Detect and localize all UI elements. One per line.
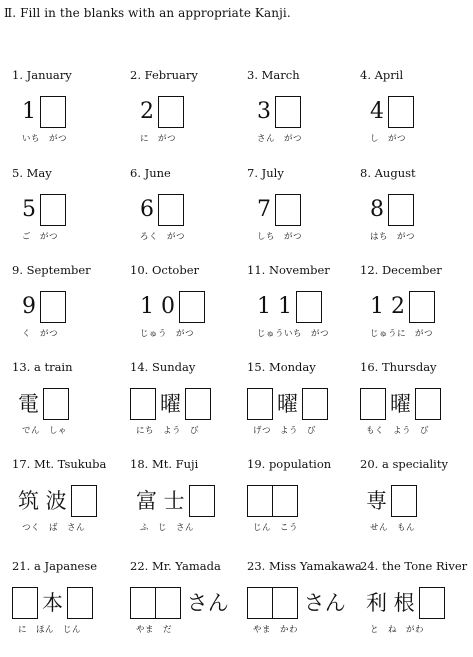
- furigana-reading: ろく がつ: [140, 232, 186, 242]
- answer-box[interactable]: [275, 96, 301, 128]
- answer-box[interactable]: [272, 587, 298, 619]
- answer-box[interactable]: [302, 388, 328, 420]
- given-suffix: さん: [303, 591, 346, 615]
- given-kanji: 曜: [160, 392, 181, 416]
- kanji-row: [247, 388, 328, 420]
- given-text: 筑 波: [18, 489, 67, 513]
- furigana-reading: でん しゃ: [22, 426, 68, 436]
- kanji-row: [130, 587, 229, 619]
- item-label: 14. Sunday: [130, 360, 196, 374]
- answer-box[interactable]: [158, 96, 184, 128]
- kanji-row: [247, 96, 301, 128]
- kanji-row: [12, 485, 97, 517]
- furigana-reading: やま だ: [136, 625, 173, 635]
- kanji-row: [130, 291, 205, 323]
- item-label: 8. August: [360, 166, 416, 180]
- instruction-heading: Ⅱ. Fill in the blanks with an appropriate Kanji.: [4, 6, 291, 20]
- answer-box[interactable]: [67, 587, 93, 619]
- given-text: 4: [370, 99, 384, 124]
- furigana-reading: く がつ: [22, 329, 59, 339]
- kanji-row: [12, 587, 93, 619]
- given-text: 3: [257, 99, 271, 124]
- answer-box[interactable]: [130, 587, 156, 619]
- furigana-reading: ふ じ さん: [140, 523, 195, 533]
- given-text: 2: [140, 99, 154, 124]
- exercise-item: [12, 360, 130, 455]
- answer-box[interactable]: [71, 485, 97, 517]
- answer-box[interactable]: [40, 96, 66, 128]
- furigana-reading: に がつ: [140, 134, 177, 144]
- item-label: 16. Thursday: [360, 360, 437, 374]
- answer-box[interactable]: [179, 291, 205, 323]
- item-label: 1. January: [12, 68, 72, 82]
- furigana-reading: つく ば さん: [22, 523, 86, 533]
- answer-box[interactable]: [391, 485, 417, 517]
- furigana-reading: さん がつ: [257, 134, 303, 144]
- kanji-row: [130, 388, 211, 420]
- furigana-reading: じゅう がつ: [140, 329, 195, 339]
- exercise-item: [360, 166, 473, 261]
- exercise-item: [130, 559, 248, 654]
- kanji-row: [130, 194, 184, 226]
- kanji-row: [360, 96, 414, 128]
- item-label: 3. March: [247, 68, 300, 82]
- exercise-item: [130, 263, 248, 358]
- given-text: 利 根: [366, 591, 415, 615]
- item-label: 10. October: [130, 263, 200, 277]
- kanji-row: [247, 587, 346, 619]
- kanji-row: [130, 96, 184, 128]
- answer-box[interactable]: [247, 388, 273, 420]
- answer-box[interactable]: [360, 388, 386, 420]
- given-text: 5: [22, 197, 36, 222]
- exercise-item: [12, 68, 130, 163]
- kanji-row: [12, 291, 66, 323]
- answer-box[interactable]: [40, 194, 66, 226]
- item-label: 24. the Tone River: [360, 559, 468, 573]
- furigana-reading: じん こう: [253, 523, 299, 533]
- item-label: 13. a train: [12, 360, 73, 374]
- answer-box[interactable]: [415, 388, 441, 420]
- item-label: 18. Mt. Fuji: [130, 457, 199, 471]
- answer-box[interactable]: [189, 485, 215, 517]
- answer-box[interactable]: [130, 388, 156, 420]
- exercise-item: [12, 559, 130, 654]
- exercise-item: [360, 68, 473, 163]
- exercise-item: [360, 360, 473, 455]
- furigana-reading: げつ よう び: [253, 426, 317, 436]
- furigana-reading: しち がつ: [257, 232, 303, 242]
- exercise-item: [12, 263, 130, 358]
- answer-box[interactable]: [275, 194, 301, 226]
- item-label: 23. Miss Yamakawa: [247, 559, 362, 573]
- furigana-reading: に ほん じん: [18, 625, 82, 635]
- item-label: 5. May: [12, 166, 52, 180]
- kanji-row: [12, 96, 66, 128]
- given-text: 電: [18, 392, 39, 416]
- furigana-reading: し がつ: [370, 134, 407, 144]
- item-label: 21. a Japanese: [12, 559, 98, 573]
- exercise-item: [130, 166, 248, 261]
- given-text: 8: [370, 197, 384, 222]
- furigana-reading: ご がつ: [22, 232, 59, 242]
- furigana-reading: じゅうに がつ: [370, 329, 434, 339]
- item-label: 22. Mr. Yamada: [130, 559, 221, 573]
- answer-box[interactable]: [40, 291, 66, 323]
- exercise-item: [360, 559, 473, 654]
- item-label: 2. February: [130, 68, 198, 82]
- furigana-reading: いち がつ: [22, 134, 68, 144]
- exercise-item: [130, 457, 248, 552]
- given-text: 富 士: [136, 489, 185, 513]
- item-label: 9. September: [12, 263, 91, 277]
- answer-box[interactable]: [247, 587, 273, 619]
- answer-box[interactable]: [419, 587, 445, 619]
- kanji-row: [12, 388, 69, 420]
- answer-box[interactable]: [185, 388, 211, 420]
- kanji-row: [130, 485, 215, 517]
- answer-box[interactable]: [296, 291, 322, 323]
- item-label: 12. December: [360, 263, 442, 277]
- answer-box[interactable]: [272, 485, 298, 517]
- given-text: 1: [22, 99, 36, 124]
- kanji-row: [360, 291, 435, 323]
- exercise-item: [12, 166, 130, 261]
- given-kanji: 曜: [277, 392, 298, 416]
- kanji-row: [247, 291, 322, 323]
- exercise-item: [360, 263, 473, 358]
- given-text: 7: [257, 197, 271, 222]
- exercise-item: [247, 559, 365, 654]
- answer-box[interactable]: [409, 291, 435, 323]
- exercise-item: [130, 68, 248, 163]
- kanji-row: [360, 485, 417, 517]
- exercise-item: [247, 68, 365, 163]
- exercise-item: [130, 360, 248, 455]
- answer-box[interactable]: [247, 485, 273, 517]
- item-label: 15. Monday: [247, 360, 316, 374]
- answer-box[interactable]: [155, 587, 181, 619]
- answer-box[interactable]: [158, 194, 184, 226]
- item-label: 4. April: [360, 68, 404, 82]
- given-text: 1 2: [370, 294, 405, 319]
- exercise-item: [247, 360, 365, 455]
- exercise-item: [12, 457, 130, 552]
- furigana-reading: やま かわ: [253, 625, 299, 635]
- given-text: 6: [140, 197, 154, 222]
- exercise-item: [360, 457, 473, 552]
- answer-box[interactable]: [388, 194, 414, 226]
- furigana-reading: と ね がわ: [370, 625, 425, 635]
- given-text: 1 0: [140, 294, 175, 319]
- answer-box[interactable]: [43, 388, 69, 420]
- kanji-row: [360, 388, 441, 420]
- given-text: 9: [22, 294, 36, 319]
- exercise-item: [247, 457, 365, 552]
- item-label: 19. population: [247, 457, 332, 471]
- item-label: 7. July: [247, 166, 284, 180]
- item-label: 6. June: [130, 166, 171, 180]
- given-kanji: 本: [42, 591, 63, 615]
- item-label: 20. a speciality: [360, 457, 448, 471]
- kanji-row: [247, 485, 298, 517]
- furigana-reading: せん もん: [370, 523, 416, 533]
- exercise-item: [247, 166, 365, 261]
- given-text: 専: [366, 489, 387, 513]
- given-kanji: 曜: [390, 392, 411, 416]
- kanji-row: [247, 194, 301, 226]
- item-label: 17. Mt. Tsukuba: [12, 457, 107, 471]
- kanji-row: [12, 194, 66, 226]
- item-label: 11. November: [247, 263, 330, 277]
- furigana-reading: もく よう び: [366, 426, 430, 436]
- answer-box[interactable]: [12, 587, 38, 619]
- given-text: 1 1: [257, 294, 292, 319]
- exercise-item: [247, 263, 365, 358]
- furigana-reading: じゅういち がつ: [257, 329, 330, 339]
- kanji-row: [360, 587, 445, 619]
- kanji-row: [360, 194, 414, 226]
- answer-box[interactable]: [388, 96, 414, 128]
- furigana-reading: にち よう び: [136, 426, 200, 436]
- furigana-reading: はち がつ: [370, 232, 416, 242]
- given-suffix: さん: [186, 591, 229, 615]
